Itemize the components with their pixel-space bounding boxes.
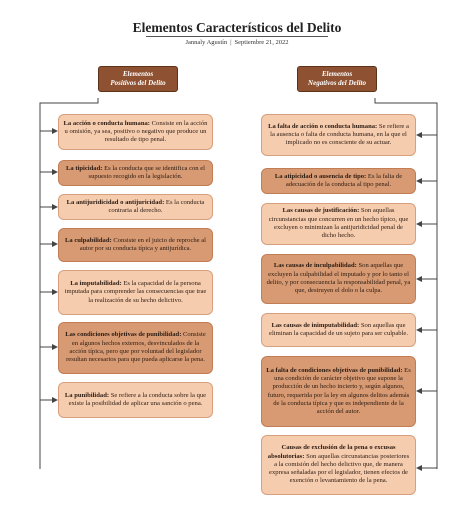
positive-item-punibilidad [58, 382, 213, 418]
negative-item-justificacion [261, 203, 416, 245]
negative-item-inimputabilidad [261, 313, 416, 347]
item-text: Son aquellas circunstancias posteriores a la comisión del hecho delictivo que, de manera expresa señaladas por el legislador, tienen efectos de exención o levantamiento de la pena. [269, 452, 410, 485]
positive-item-imputabilidad [58, 270, 213, 315]
negative-elements-header [297, 66, 377, 92]
item-term: La atipicidad o ausencia de tipo: [274, 172, 367, 180]
item-text: Es la falta de adecuación de la conducta al tipo penal. [285, 172, 403, 188]
negative-item-falta-condiciones [261, 356, 416, 427]
item-term: Las causas de inculpabilidad: [273, 262, 357, 270]
item-text: Es una condición de carácter objetivo que supone la producción de un hecho incierto y, según algunos, futuro, requerida por la ley en algunos delitos además de la conducta típica y que es independiente de la acción del autor. [267, 366, 411, 416]
positive-item-antijuridicidad [58, 194, 213, 220]
header-line2: Positivos del Delito [110, 79, 166, 87]
item-term: Las causas de justificación: [282, 207, 360, 215]
document-date: Septiembre 21, 2022 [234, 39, 289, 46]
header-line1: Elementos [122, 70, 154, 78]
item-text: Es la conducta que se identifica con el supuesto recogido en la legislación. [88, 164, 205, 180]
byline-separator: | [230, 39, 232, 46]
item-text: Son aquellas que excluyen la culpabilidad el imputado y por lo tanto el delito, y por consecuencia la responsabilidad penal, ya que, destruyen el dolo o la culpa. [266, 262, 411, 295]
negative-item-excusas-absolutorias [261, 435, 416, 495]
item-term: La acción o conducta humana: [63, 119, 150, 127]
item-term: La tipicidad: [66, 164, 103, 172]
positive-item-accion [58, 114, 213, 150]
header-line2: Negativos del Delito [308, 79, 366, 87]
negative-item-falta-accion [261, 114, 416, 156]
item-text: Son aquellas circunstancias que concurren en un hecho típico, que excluyen o minimizan la antijuridicidad penal de dicho hecho. [268, 207, 409, 240]
item-text: Son aquellas que eliminan la capacidad de un sujeto para ser culpable. [269, 321, 408, 337]
item-term: La antijuridicidad o antijuricidad: [66, 198, 165, 206]
item-text: Se refiere a la conducta sobre la que existe la posibilidad de aplicar una sanción o pena. [68, 391, 207, 407]
item-term: La falta de acción o conducta humana: [268, 122, 378, 130]
negative-item-atipicidad [261, 168, 416, 194]
negative-item-inculpabilidad [261, 254, 416, 304]
item-term: Las condiciones objetivas de punibilidad: [65, 331, 182, 339]
document-title: Elementos Característicos del Delito [132, 20, 342, 35]
positive-item-tipicidad [58, 160, 213, 186]
item-term: La punibilidad: [64, 391, 110, 399]
positive-item-condiciones-punibilidad [58, 322, 213, 374]
item-text: Consiste en el juicio de reproche al autor por su conducta típica y antijurídica. [79, 236, 207, 252]
item-term: Las causas de inimputabilidad: [271, 321, 360, 329]
item-text: Consiste en la acción u omisión, ya sea, positivo o negativo que produce un resultado de tipo penal. [64, 119, 208, 144]
item-term: La culpabilidad: [64, 236, 112, 244]
item-text: Es la capacidad de la persona imputada para comprender las consecuencias que trae la realización de su hecho delictivo. [64, 280, 207, 304]
item-text: Se refiere a la ausencia o falta de conducta humana, en la que el implicado no es consciente de su actuar. [270, 122, 409, 147]
item-term: La imputabilidad: [70, 280, 122, 288]
item-term: Causas de exclusión de la pena o excusas absolutorias: [267, 444, 396, 460]
item-text: Consiste en algunos hechos externos, desvinculados de la acción típica, pero que por voluntad del legislador resultan necesarios para que pueda aplicarse la pena. [66, 331, 206, 364]
item-text: Es la conducta contraria al derecho. [108, 198, 205, 214]
item-term: La falta de condiciones objetivas de punibilidad: [266, 366, 403, 374]
positive-elements-header [98, 66, 178, 92]
positive-item-culpabilidad [58, 228, 213, 262]
header-line1: Elementos [321, 70, 353, 78]
author-name: Jannaly Agustín [185, 39, 228, 46]
